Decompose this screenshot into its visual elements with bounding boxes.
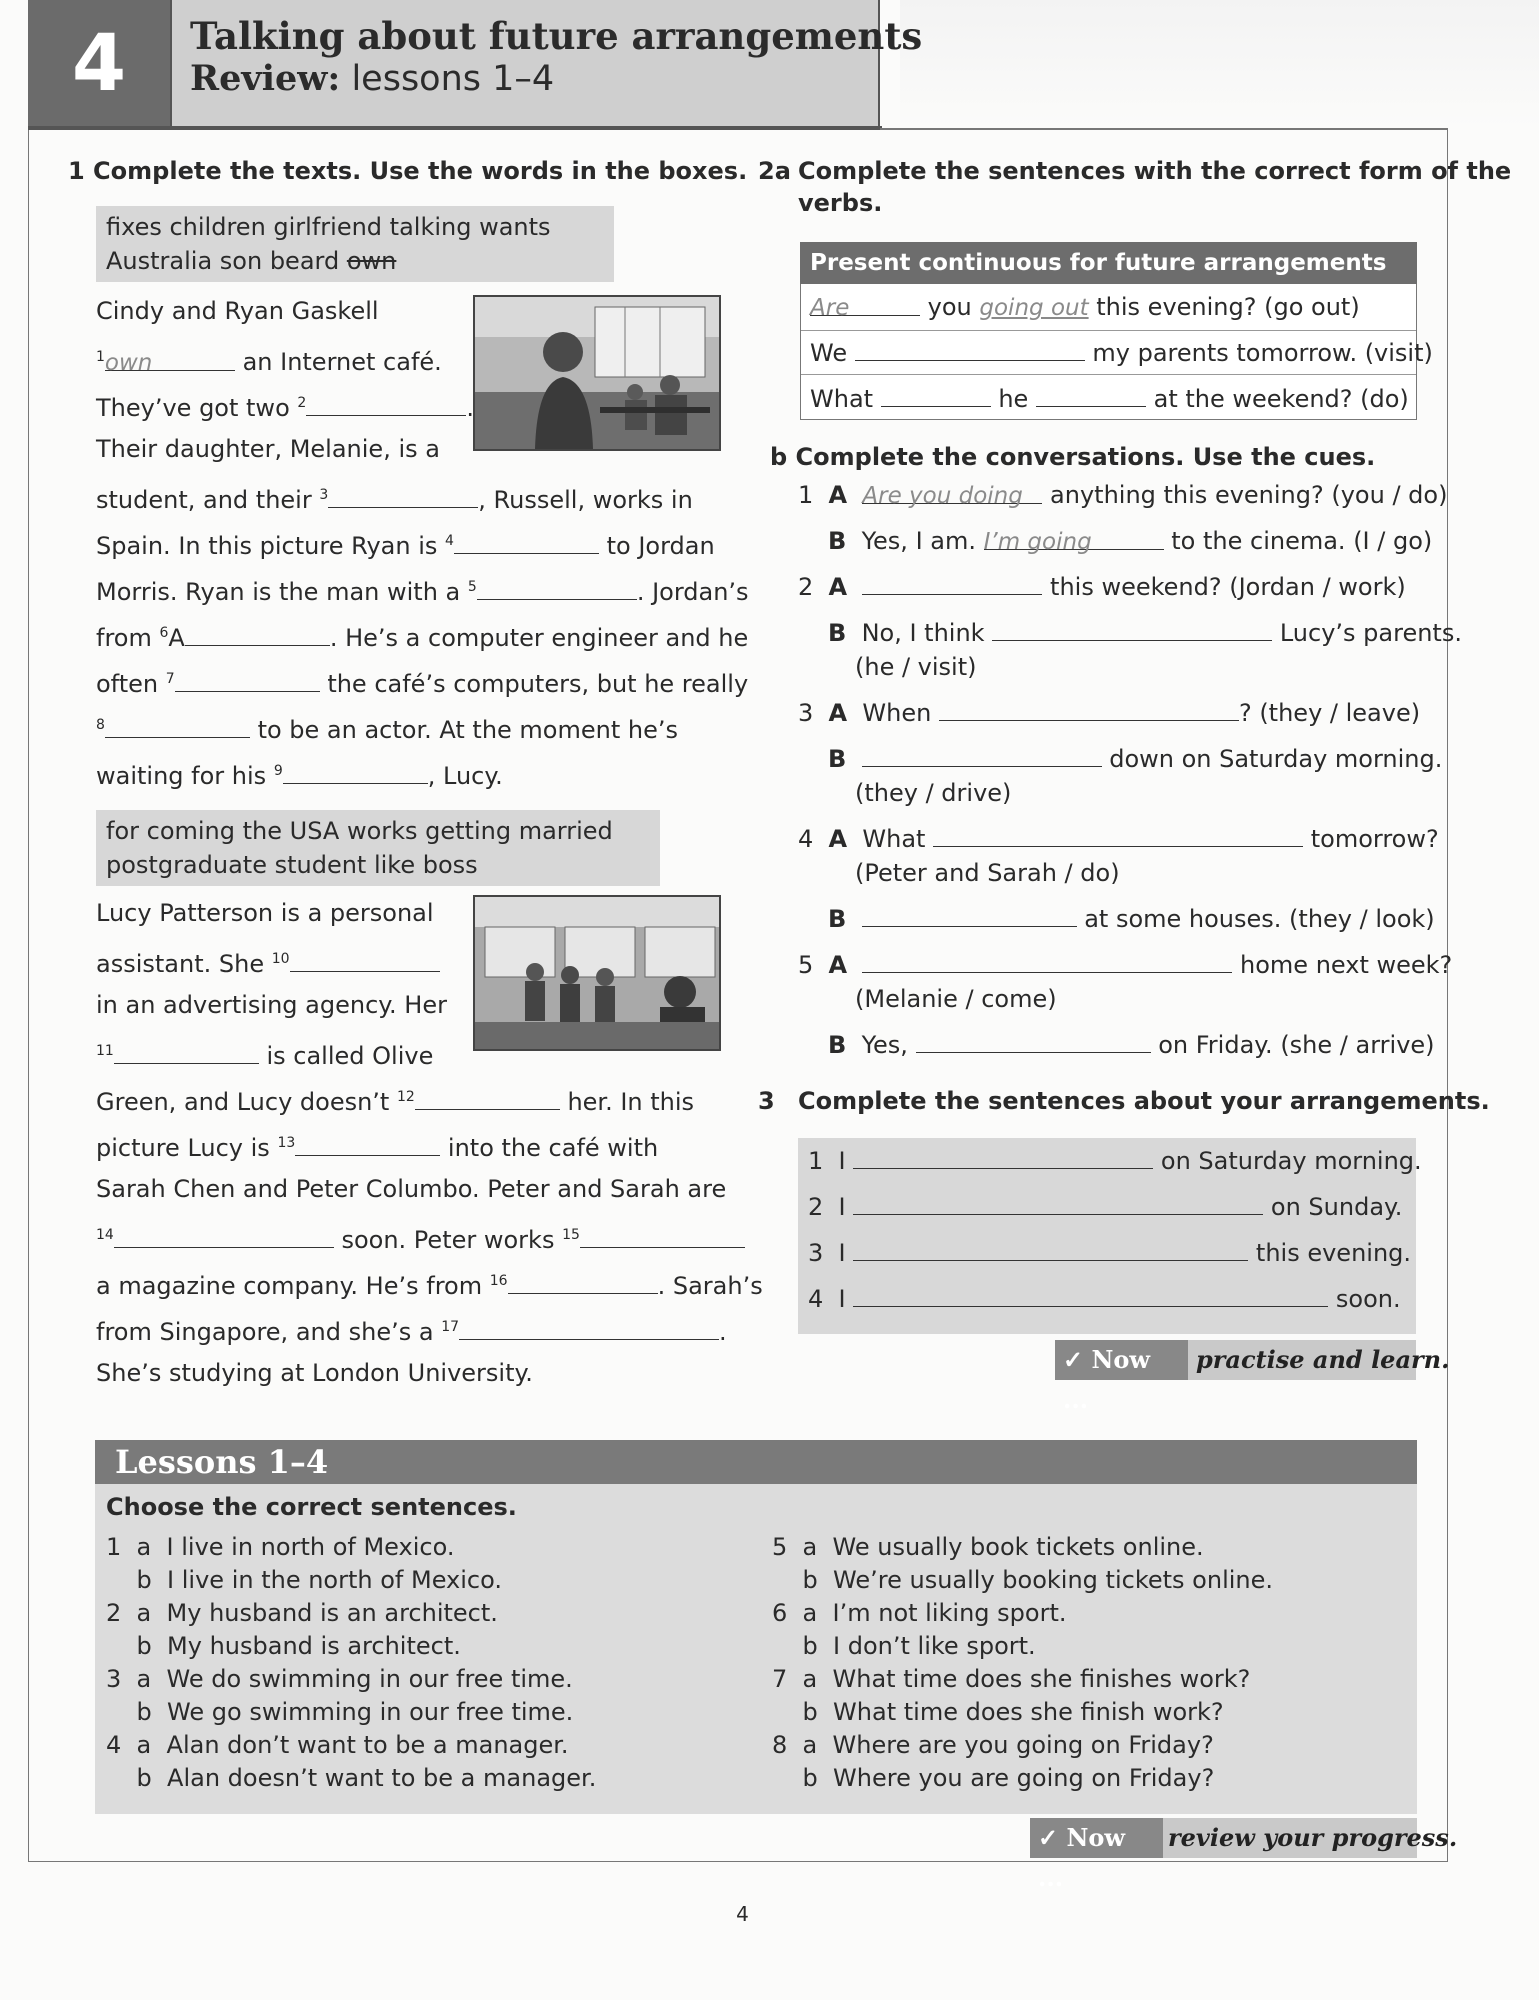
gap-number: 6 <box>159 625 169 641</box>
option-label: b <box>136 1698 152 1726</box>
gap-number: 15 <box>562 1227 580 1243</box>
grammar-answer: going out <box>979 295 1089 321</box>
conv-3-a <box>798 698 1420 728</box>
ex1-line: Their daughter, Melanie, is a <box>96 435 440 463</box>
grammar-row-3 <box>810 384 1409 414</box>
ex1-line <box>96 944 440 979</box>
cafe-photo-1 <box>473 295 721 451</box>
review-lessons: lessons 1–4 <box>351 59 555 99</box>
option-label: a <box>802 1599 818 1627</box>
lesson-num: 1 <box>106 1533 122 1561</box>
ex1-line-text: from Singapore, and she’s a <box>96 1318 434 1346</box>
lesson-item <box>772 1598 1066 1628</box>
grammar-box-title: Present continuous for future arrangements <box>800 242 1417 284</box>
ex1-line <box>96 480 693 515</box>
cafe-photo-2-illustration <box>475 897 719 1049</box>
grammar-row-1 <box>810 292 1360 323</box>
conv-1-b <box>828 526 1432 556</box>
gap-blank[interactable] <box>1036 384 1146 407</box>
lesson-option[interactable]: Where are you going on Friday? <box>832 1731 1214 1759</box>
ex3-text: on Saturday morning. <box>1160 1147 1422 1175</box>
ex1-line <box>96 342 442 377</box>
conv-5-b <box>828 1030 1435 1060</box>
conv-text: to the cinema. (I / go) <box>1171 527 1433 555</box>
gap-blank[interactable] <box>306 393 466 416</box>
grammar-box-divider <box>801 330 1416 331</box>
lesson-num: 8 <box>772 1731 788 1759</box>
grammar-text: at the weekend? (do) <box>1153 385 1409 413</box>
option-label: b <box>802 1698 818 1726</box>
grammar-text: my parents tomorrow. (visit) <box>1092 339 1433 367</box>
option-label: a <box>136 1731 152 1759</box>
option-label: b <box>802 1632 818 1660</box>
speaker-a: A <box>828 825 848 853</box>
ex3-text: I <box>838 1147 846 1175</box>
lesson-option[interactable]: Alan doesn’t want to be a manager. <box>167 1764 597 1792</box>
ex2a-heading: Complete the sentences with the correct form of the <box>798 157 1512 185</box>
conv-num: 4 <box>798 825 814 853</box>
ex1-line: They’ve got two $^2$ . <box>96 394 474 422</box>
ex1-line <box>96 664 748 699</box>
option-label: a <box>802 1665 818 1693</box>
ex1-line-text: is called Olive <box>266 1042 434 1070</box>
ex1-line-text: to Jordan <box>606 532 715 560</box>
ex1-line <box>96 1128 658 1163</box>
ex1-line-text: Morris. Ryan is the man with a <box>96 578 461 606</box>
gap-blank[interactable] <box>328 485 478 508</box>
gap-number: 3 <box>319 487 329 503</box>
conv-answer: Are you doing <box>862 481 1042 504</box>
lesson-option[interactable]: My husband is an architect. <box>166 1599 498 1627</box>
lesson-option[interactable]: My husband is architect. <box>167 1632 461 1660</box>
conv-text: Lucy’s parents. <box>1279 619 1462 647</box>
ex1-line <box>96 756 503 791</box>
lesson-item <box>106 1664 573 1694</box>
ex3-item <box>808 1284 1401 1314</box>
lessons-instruction: Choose the correct sentences. <box>106 1493 517 1521</box>
conv-num: 5 <box>798 951 814 979</box>
lesson-item <box>772 1565 1273 1595</box>
lesson-item <box>106 1598 498 1628</box>
lesson-option[interactable]: We usually book tickets online. <box>832 1533 1204 1561</box>
lesson-item <box>106 1532 454 1562</box>
ex3-text: soon. <box>1335 1285 1401 1313</box>
ex1-line-text: an Internet café. <box>242 348 442 376</box>
gap-blank[interactable] <box>862 744 1102 767</box>
option-label: a <box>136 1665 152 1693</box>
ex3-item <box>808 1146 1422 1176</box>
gap-blank[interactable] <box>855 338 1085 361</box>
ex3-text: on Sunday. <box>1270 1193 1403 1221</box>
now-label: Now ... <box>1063 1345 1151 1414</box>
ex3-heading: Complete the sentences about your arrangements. <box>798 1087 1490 1115</box>
gap-blank[interactable] <box>853 1238 1248 1261</box>
conv-text: What <box>862 825 926 853</box>
ex1-line: from Singapore, and she’s a $^{17}$ . <box>96 1318 727 1346</box>
page-number: 4 <box>736 1902 749 1926</box>
gap-blank[interactable] <box>477 577 637 600</box>
ex3-heading-num: 3 <box>758 1087 775 1115</box>
ex3-num: 4 <box>808 1285 824 1313</box>
ex1-word-box-1-crossed-word: own <box>346 247 397 275</box>
ex1-word-box-2-line1: for coming the USA works getting married <box>106 817 613 845</box>
conv-cue: (they / drive) <box>855 779 1012 807</box>
option-label: a <box>136 1599 152 1627</box>
ex1-line-text: A <box>168 624 185 652</box>
lessons-title: Lessons 1–4 <box>115 1443 329 1481</box>
lesson-option[interactable]: Alan don’t want to be a manager. <box>166 1731 569 1759</box>
grammar-row-2 <box>810 338 1433 368</box>
review-label: Review: <box>190 58 341 99</box>
ex1-line-text: They’ve got two <box>96 394 290 422</box>
lesson-num: 6 <box>772 1599 788 1627</box>
ex2a-heading-num: 2a <box>758 157 791 185</box>
conv-text: Yes, <box>861 1031 908 1059</box>
grammar-text: he <box>998 385 1029 413</box>
conv-2-b <box>828 618 1462 648</box>
ex1-line: in an advertising agency. Her <box>96 991 447 1019</box>
gap-number: 14 <box>96 1227 114 1243</box>
ex1-line-text: soon. Peter works <box>341 1226 555 1254</box>
lesson-item <box>106 1631 461 1661</box>
gap-blank[interactable] <box>862 904 1077 927</box>
option-label: a <box>136 1533 152 1561</box>
lesson-option[interactable]: Where you are going on Friday? <box>833 1764 1215 1792</box>
ex3-item <box>808 1192 1402 1222</box>
ex1-line <box>96 710 678 745</box>
lesson-item <box>772 1730 1214 1760</box>
ex1-line <box>96 1266 763 1301</box>
conv-text: ? (they / leave) <box>1238 699 1421 727</box>
lesson-item <box>772 1664 1250 1694</box>
unit-title: Talking about future arrangements <box>190 14 923 58</box>
conv-text: anything this evening? (you / do) <box>1050 481 1448 509</box>
ex1-line-text: . He’s a computer engineer and he <box>329 624 749 652</box>
gap-blank[interactable] <box>175 669 320 692</box>
gap-number: 5 <box>467 579 477 595</box>
speaker-b: B <box>828 1031 847 1059</box>
gap-blank[interactable] <box>114 1041 259 1064</box>
speaker-a: A <box>828 699 848 727</box>
lesson-num: 7 <box>772 1665 788 1693</box>
conv-cue: (Peter and Sarah / do) <box>855 859 1120 887</box>
conv-text: home next week? <box>1240 951 1453 979</box>
ex1-line-text: waiting for his <box>96 762 267 790</box>
lesson-num: 5 <box>772 1533 788 1561</box>
unit-subtitle <box>190 58 554 99</box>
ex1-line: Sarah Chen and Peter Columbo. Peter and Sarah are <box>96 1175 727 1203</box>
option-label: b <box>802 1566 818 1594</box>
speaker-a: A <box>828 951 848 979</box>
gap-number: 1 <box>96 349 105 365</box>
gap-blank[interactable] <box>862 572 1042 595</box>
ex3-text: I <box>838 1239 846 1267</box>
ex1-word-box-1 <box>96 206 614 282</box>
ex1-line-text: often <box>96 670 159 698</box>
conv-text: tomorrow? <box>1310 825 1439 853</box>
ex1-line <box>96 618 748 653</box>
now-label: Now ... <box>1038 1823 1126 1892</box>
ex3-num: 2 <box>808 1193 824 1221</box>
conv-text: Yes, I am. <box>861 527 976 555</box>
gap-number: 16 <box>489 1273 508 1289</box>
ex1-answer-1: own <box>105 348 235 371</box>
lesson-option[interactable]: What time does she finish work? <box>833 1698 1224 1726</box>
grammar-answer: Are <box>810 293 920 316</box>
now-review-tag[interactable]: ✓ Now ... <box>1030 1818 1163 1858</box>
lesson-item <box>772 1532 1204 1562</box>
gap-blank[interactable] <box>114 1225 334 1248</box>
ex1-line: Cindy and Ryan Gaskell <box>96 297 379 325</box>
option-label: b <box>136 1632 152 1660</box>
page-edge-shadow <box>900 0 1539 128</box>
ex3-text: I <box>838 1285 846 1313</box>
cafe-photo-2 <box>473 895 721 1051</box>
ex1-heading: 1 Complete the texts. Use the words in the boxes. <box>68 157 748 185</box>
grammar-box-divider <box>801 374 1416 375</box>
conv-num: 3 <box>798 699 814 727</box>
grammar-text: you <box>927 293 972 321</box>
speaker-b: B <box>828 527 847 555</box>
conv-3-b <box>828 744 1442 774</box>
gap-blank[interactable] <box>862 950 1232 973</box>
conv-text: this weekend? (Jordan / work) <box>1050 573 1406 601</box>
gap-blank[interactable] <box>916 1030 1151 1053</box>
speaker-b: B <box>828 905 847 933</box>
lesson-option[interactable]: I’m not liking sport. <box>832 1599 1067 1627</box>
conv-text: When <box>862 699 932 727</box>
grammar-text: We <box>810 339 848 367</box>
ex1-line-text: Spain. In this picture Ryan is <box>96 532 438 560</box>
gap-blank[interactable] <box>459 1317 719 1340</box>
conv-cue: (Melanie / come) <box>855 985 1057 1013</box>
speaker-a: A <box>828 481 848 509</box>
option-label: a <box>802 1533 818 1561</box>
ex1-line: She’s studying at London University. <box>96 1359 533 1387</box>
unit-number: 4 <box>28 0 170 128</box>
now-practise-tag[interactable]: ✓ Now ... <box>1055 1340 1188 1380</box>
lesson-item <box>106 1697 573 1727</box>
ex1-line-text: , Lucy. <box>427 762 503 790</box>
gap-blank[interactable] <box>580 1225 745 1248</box>
ex1-line-text: a magazine company. He’s from <box>96 1272 483 1300</box>
cafe-photo-1-illustration <box>475 297 719 449</box>
gap-number: 17 <box>441 1319 460 1335</box>
option-label: b <box>136 1764 152 1792</box>
ex1-line-text: to be an actor. At the moment he’s <box>257 716 678 744</box>
gap-blank[interactable] <box>185 623 330 646</box>
now-review-text: review your progress. <box>1168 1823 1458 1852</box>
gap-blank[interactable] <box>415 1087 560 1110</box>
ex1-line-text: . Jordan’s <box>636 578 749 606</box>
gap-number: 12 <box>396 1089 415 1105</box>
conv-num: 2 <box>798 573 814 601</box>
ex3-text: I <box>838 1193 846 1221</box>
gap-blank[interactable] <box>508 1271 658 1294</box>
ex1-line-text: from <box>96 624 152 652</box>
lesson-option[interactable]: We do swimming in our free time. <box>166 1665 573 1693</box>
ex1-line <box>96 572 749 607</box>
ex3-text: this evening. <box>1255 1239 1412 1267</box>
ex1-line <box>96 526 715 561</box>
ex1-line-text: Green, and Lucy doesn’t <box>96 1088 390 1116</box>
ex2b-heading: b Complete the conversations. Use the cues. <box>770 443 1376 471</box>
ex1-line-text: assistant. She <box>96 950 265 978</box>
conv-5-a <box>798 950 1452 980</box>
grammar-text: this evening? (go out) <box>1096 293 1360 321</box>
ex1-word-box-1-line2-a: Australia son beard <box>106 247 347 275</box>
gap-blank[interactable] <box>283 761 428 784</box>
lesson-item <box>106 1763 596 1793</box>
lesson-option[interactable]: We go swimming in our free time. <box>167 1698 574 1726</box>
gap-blank[interactable] <box>992 618 1272 641</box>
lesson-num: 3 <box>106 1665 122 1693</box>
conv-4-b <box>828 904 1435 934</box>
ex3-num: 3 <box>808 1239 824 1267</box>
conv-4-a <box>798 824 1439 854</box>
speaker-b: B <box>828 745 847 773</box>
option-label: b <box>136 1566 152 1594</box>
option-label: a <box>802 1731 818 1759</box>
ex1-line-text: the café’s computers, but he really <box>327 670 749 698</box>
lesson-num: 4 <box>106 1731 122 1759</box>
option-label: b <box>802 1764 818 1792</box>
ex1-line <box>96 1220 745 1255</box>
ex1-word-box-1-line2 <box>106 244 604 278</box>
ex3-num: 1 <box>808 1147 824 1175</box>
gap-blank[interactable] <box>105 715 250 738</box>
conv-cue: (he / visit) <box>855 653 977 681</box>
ex1-line-text: picture Lucy is <box>96 1134 270 1162</box>
lesson-item <box>772 1763 1214 1793</box>
now-practise-text: practise and learn. <box>1196 1345 1450 1374</box>
ex1-word-box-1-line1: fixes children girlfriend talking wants <box>106 213 551 241</box>
gap-blank[interactable] <box>853 1284 1328 1307</box>
conv-text: at some houses. (they / look) <box>1084 905 1435 933</box>
gap-number: 2 <box>297 395 307 411</box>
gap-number: 13 <box>277 1135 296 1151</box>
gap-blank[interactable] <box>290 949 440 972</box>
gap-number: 8 <box>96 717 105 733</box>
ex1-line-text: student, and their <box>96 486 312 514</box>
lesson-option[interactable]: We’re usually booking tickets online. <box>833 1566 1274 1594</box>
ex1-line-text: into the café with <box>447 1134 659 1162</box>
lesson-item <box>106 1565 502 1595</box>
conv-text: No, I think <box>861 619 985 647</box>
ex3-item <box>808 1238 1411 1268</box>
speaker-b: B <box>828 619 847 647</box>
lesson-item <box>106 1730 569 1760</box>
speaker-a: A <box>828 573 848 601</box>
ex2a-heading-2: verbs. <box>798 189 883 217</box>
gap-blank[interactable] <box>939 698 1239 721</box>
gap-number: 10 <box>271 951 290 967</box>
gap-number: 11 <box>96 1043 114 1059</box>
ex1-line <box>96 1082 694 1117</box>
lesson-option[interactable]: What time does she finishes work? <box>832 1665 1251 1693</box>
ex1-line-text: , Russell, works in <box>478 486 693 514</box>
ex1-line <box>96 1036 433 1071</box>
conv-1-a <box>798 480 1447 510</box>
ex1-line-text: . Sarah’s <box>657 1272 763 1300</box>
grammar-text: What <box>810 385 874 413</box>
lesson-option[interactable]: I don’t like sport. <box>833 1632 1036 1660</box>
lesson-option[interactable]: I live in north of Mexico. <box>166 1533 455 1561</box>
lesson-item <box>772 1631 1036 1661</box>
gap-number: 9 <box>273 763 283 779</box>
gap-blank[interactable] <box>454 531 599 554</box>
gap-blank[interactable] <box>853 1146 1153 1169</box>
ex1-line-text: her. In this <box>567 1088 695 1116</box>
gap-blank[interactable] <box>295 1133 440 1156</box>
conv-text: on Friday. (she / arrive) <box>1158 1031 1435 1059</box>
conv-2-a <box>798 572 1406 602</box>
conv-num: 1 <box>798 481 814 509</box>
lesson-item <box>772 1697 1224 1727</box>
gap-blank[interactable] <box>853 1192 1263 1215</box>
ex1-word-box-2 <box>96 810 660 886</box>
gap-blank[interactable] <box>933 824 1303 847</box>
gap-blank[interactable] <box>881 384 991 407</box>
ex1-word-box-2-line2: postgraduate student like boss <box>106 851 478 879</box>
conv-text: down on Saturday morning. <box>1109 745 1443 773</box>
gap-number: 4 <box>445 533 454 549</box>
lesson-option[interactable]: I live in the north of Mexico. <box>167 1566 502 1594</box>
lesson-num: 2 <box>106 1599 122 1627</box>
ex1-line: Lucy Patterson is a personal <box>96 899 434 927</box>
conv-answer: I’m going <box>984 527 1164 550</box>
gap-number: 7 <box>165 671 175 687</box>
